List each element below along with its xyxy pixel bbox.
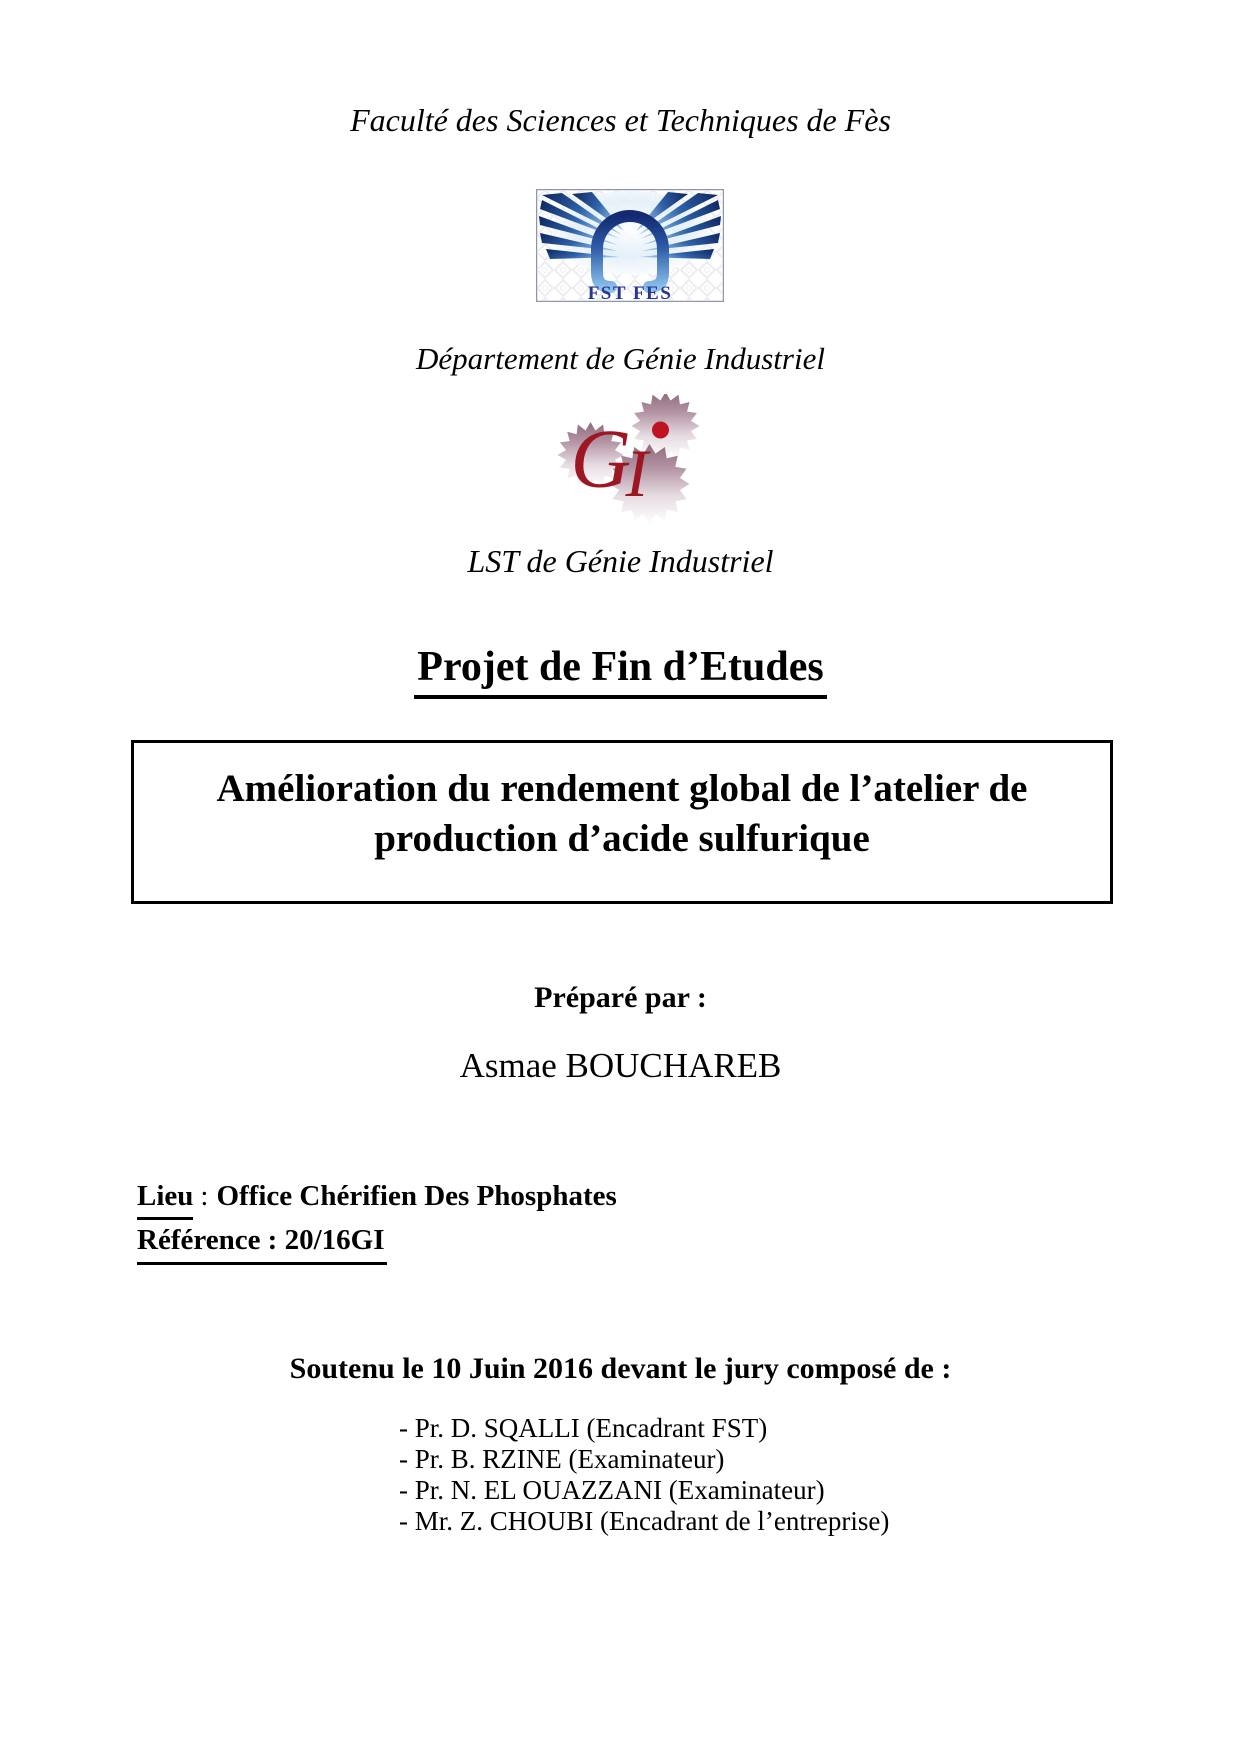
author-name: Asmae BOUCHAREB — [459, 1046, 782, 1085]
gi-letter-g: G — [570, 413, 631, 506]
gi-letter-i: I — [625, 435, 648, 511]
jury-member: - Pr. N. EL OUAZZANI (Examinateur) — [399, 1475, 825, 1505]
faculty-name: Faculté des Sciences et Techniques de Fès — [350, 102, 891, 138]
department-name: Département de Génie Industriel — [416, 341, 825, 376]
jury-member: - Pr. D. SQALLI (Encadrant FST) — [399, 1413, 768, 1443]
prepared-by-label: Préparé par : — [534, 981, 707, 1014]
report-type-text: Projet de Fin d’Etudes — [414, 643, 826, 699]
gi-dot-icon — [652, 422, 669, 439]
defense-intro-line: Soutenu le 10 Juin 2016 devant le jury composé de : — [289, 1352, 952, 1385]
jury-member: - Pr. B. RZINE (Examinateur) — [399, 1444, 725, 1474]
reference-text: Référence : 20/16GI — [137, 1220, 387, 1265]
location-reference-block — [137, 1176, 617, 1265]
project-title-line-2: production d’acide sulfurique — [374, 817, 870, 860]
lieu-value: Office Chérifien Des Phosphates — [216, 1180, 617, 1212]
project-title-box — [131, 740, 1113, 904]
fst-fes-logo-graphic — [536, 189, 724, 302]
lst-name: LST de Génie Industriel — [467, 543, 774, 579]
fst-fes-logo-caption: FST FES — [587, 283, 672, 302]
fst-fes-logo — [536, 189, 724, 307]
lieu-line — [137, 1176, 617, 1220]
reference-line — [137, 1220, 617, 1265]
jury-member: - Mr. Z. CHOUBI (Encadrant de l’entreprise) — [399, 1506, 890, 1536]
project-title-line-1: Amélioration du rendement global de l’atelier de — [216, 767, 1028, 810]
jury-list — [399, 1413, 889, 1537]
lieu-label: Lieu — [137, 1176, 193, 1220]
gi-logo — [557, 394, 702, 529]
lieu-separator: : — [200, 1180, 209, 1212]
report-type-heading — [0, 643, 1241, 699]
gi-logo-graphic — [557, 394, 702, 524]
